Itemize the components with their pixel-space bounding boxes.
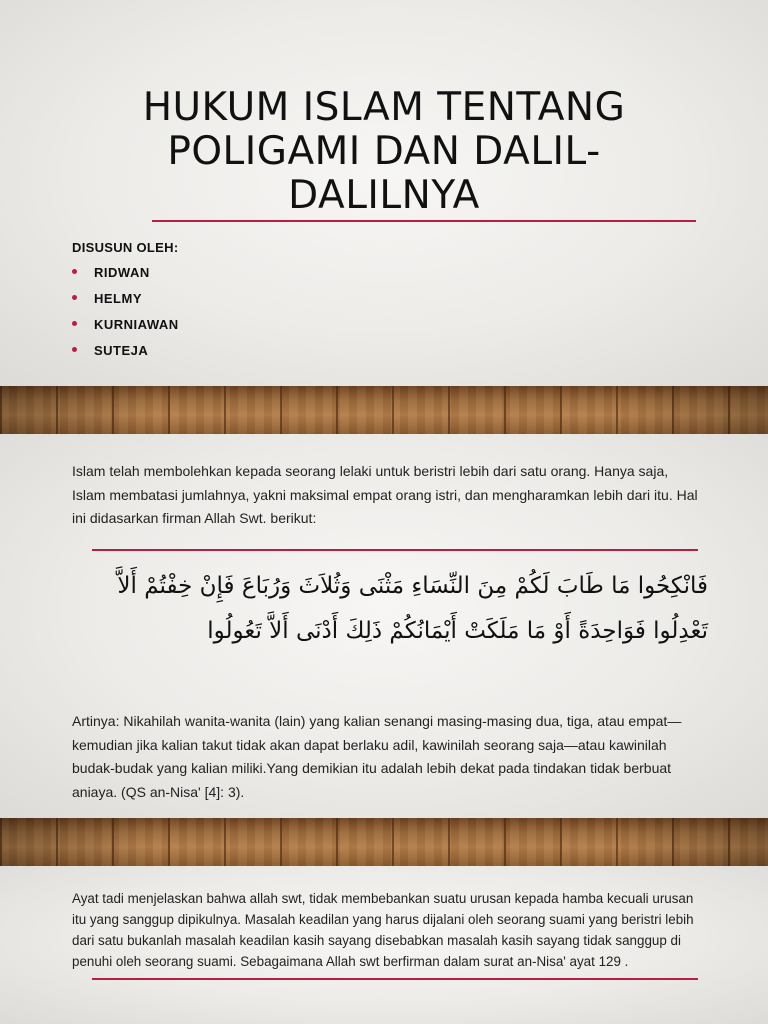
bullet-icon	[72, 347, 77, 352]
title-line-2: POLIGAMI DAN DALIL-	[167, 129, 601, 174]
arabic-verse	[60, 564, 708, 654]
author-item	[72, 343, 179, 369]
author-item	[72, 317, 179, 343]
title-line-3: DALILNYA	[288, 173, 480, 218]
explanation-paragraph: Ayat tadi menjelaskan bahwa allah swt, tidak membebankan suatu urusan kepada hamba kecuali urusan itu yang sanggup dipikulnya. Masalah keadilan yang harus dijalani oleh seorang suami yang beristri lebih dari satu bukanlah masalah keadilan kasih sayang disebabkan masalah kasih sayang tidak sanggup di penuhi oleh seorang suami. Sebagaimana Allah swt berfirman dalam surat an-Nisa' ayat 129 .	[72, 891, 694, 969]
verse-divider	[92, 549, 698, 551]
authors-block	[72, 240, 179, 369]
wood-floor-divider	[0, 818, 768, 866]
author-name: SUTEJA	[94, 343, 149, 358]
author-item	[72, 265, 179, 291]
arabic-line-2: تَعْدِلُوا فَوَاحِدَةً أَوْ مَا مَلَكَتْ أَيْمَانُكُمْ ذَلِكَ أَدْنَى أَلاَّ تَعُولُوا	[207, 618, 708, 644]
slide-title	[0, 86, 768, 218]
bullet-icon	[72, 295, 77, 300]
arabic-line-1: فَانْكِحُوا مَا طَابَ لَكُمْ مِنَ النِّسَاءِ مَثْنَى وَثُلاَثَ وَرُبَاعَ فَإِنْ خِفْتُمْ أَلاَّ	[117, 573, 708, 599]
author-name: HELMY	[94, 291, 142, 306]
explanation-slide	[0, 866, 768, 1024]
bullet-icon	[72, 321, 77, 326]
intro-paragraph: Islam telah membolehkan kepada seorang lelaki untuk beristri lebih dari satu orang. Hanya saja, Islam membatasi jumlahnya, yakni maksimal empat orang istri, dan mengharamkan lebih dari itu. Hal ini didasarkan firman Allah Swt. berikut:	[72, 463, 698, 526]
title-slide	[0, 0, 768, 386]
bullet-icon	[72, 269, 77, 274]
authors-heading: DISUSUN OLEH:	[72, 240, 179, 255]
verse-slide	[0, 434, 768, 818]
author-name: RIDWAN	[94, 265, 150, 280]
translation-paragraph: Artinya: Nikahilah wanita-wanita (lain) yang kalian senangi masing-masing dua, tiga, atau empat—kemudian jika kalian takut tidak akan dapat berlaku adil, kawinilah seorang saja—atau kawinilah budak-budak yang kalian miliki.Yang demikian itu adalah lebih dekat pada tindakan tidak berbuat aniaya. (QS an-Nisa' [4]: 3).	[72, 713, 682, 800]
title-line-1: HUKUM ISLAM TENTANG	[142, 85, 626, 130]
author-item	[72, 291, 179, 317]
author-name: KURNIAWAN	[94, 317, 179, 332]
wood-floor-divider	[0, 386, 768, 434]
authors-list	[72, 265, 179, 369]
title-divider	[152, 220, 696, 222]
bottom-divider	[92, 978, 698, 980]
